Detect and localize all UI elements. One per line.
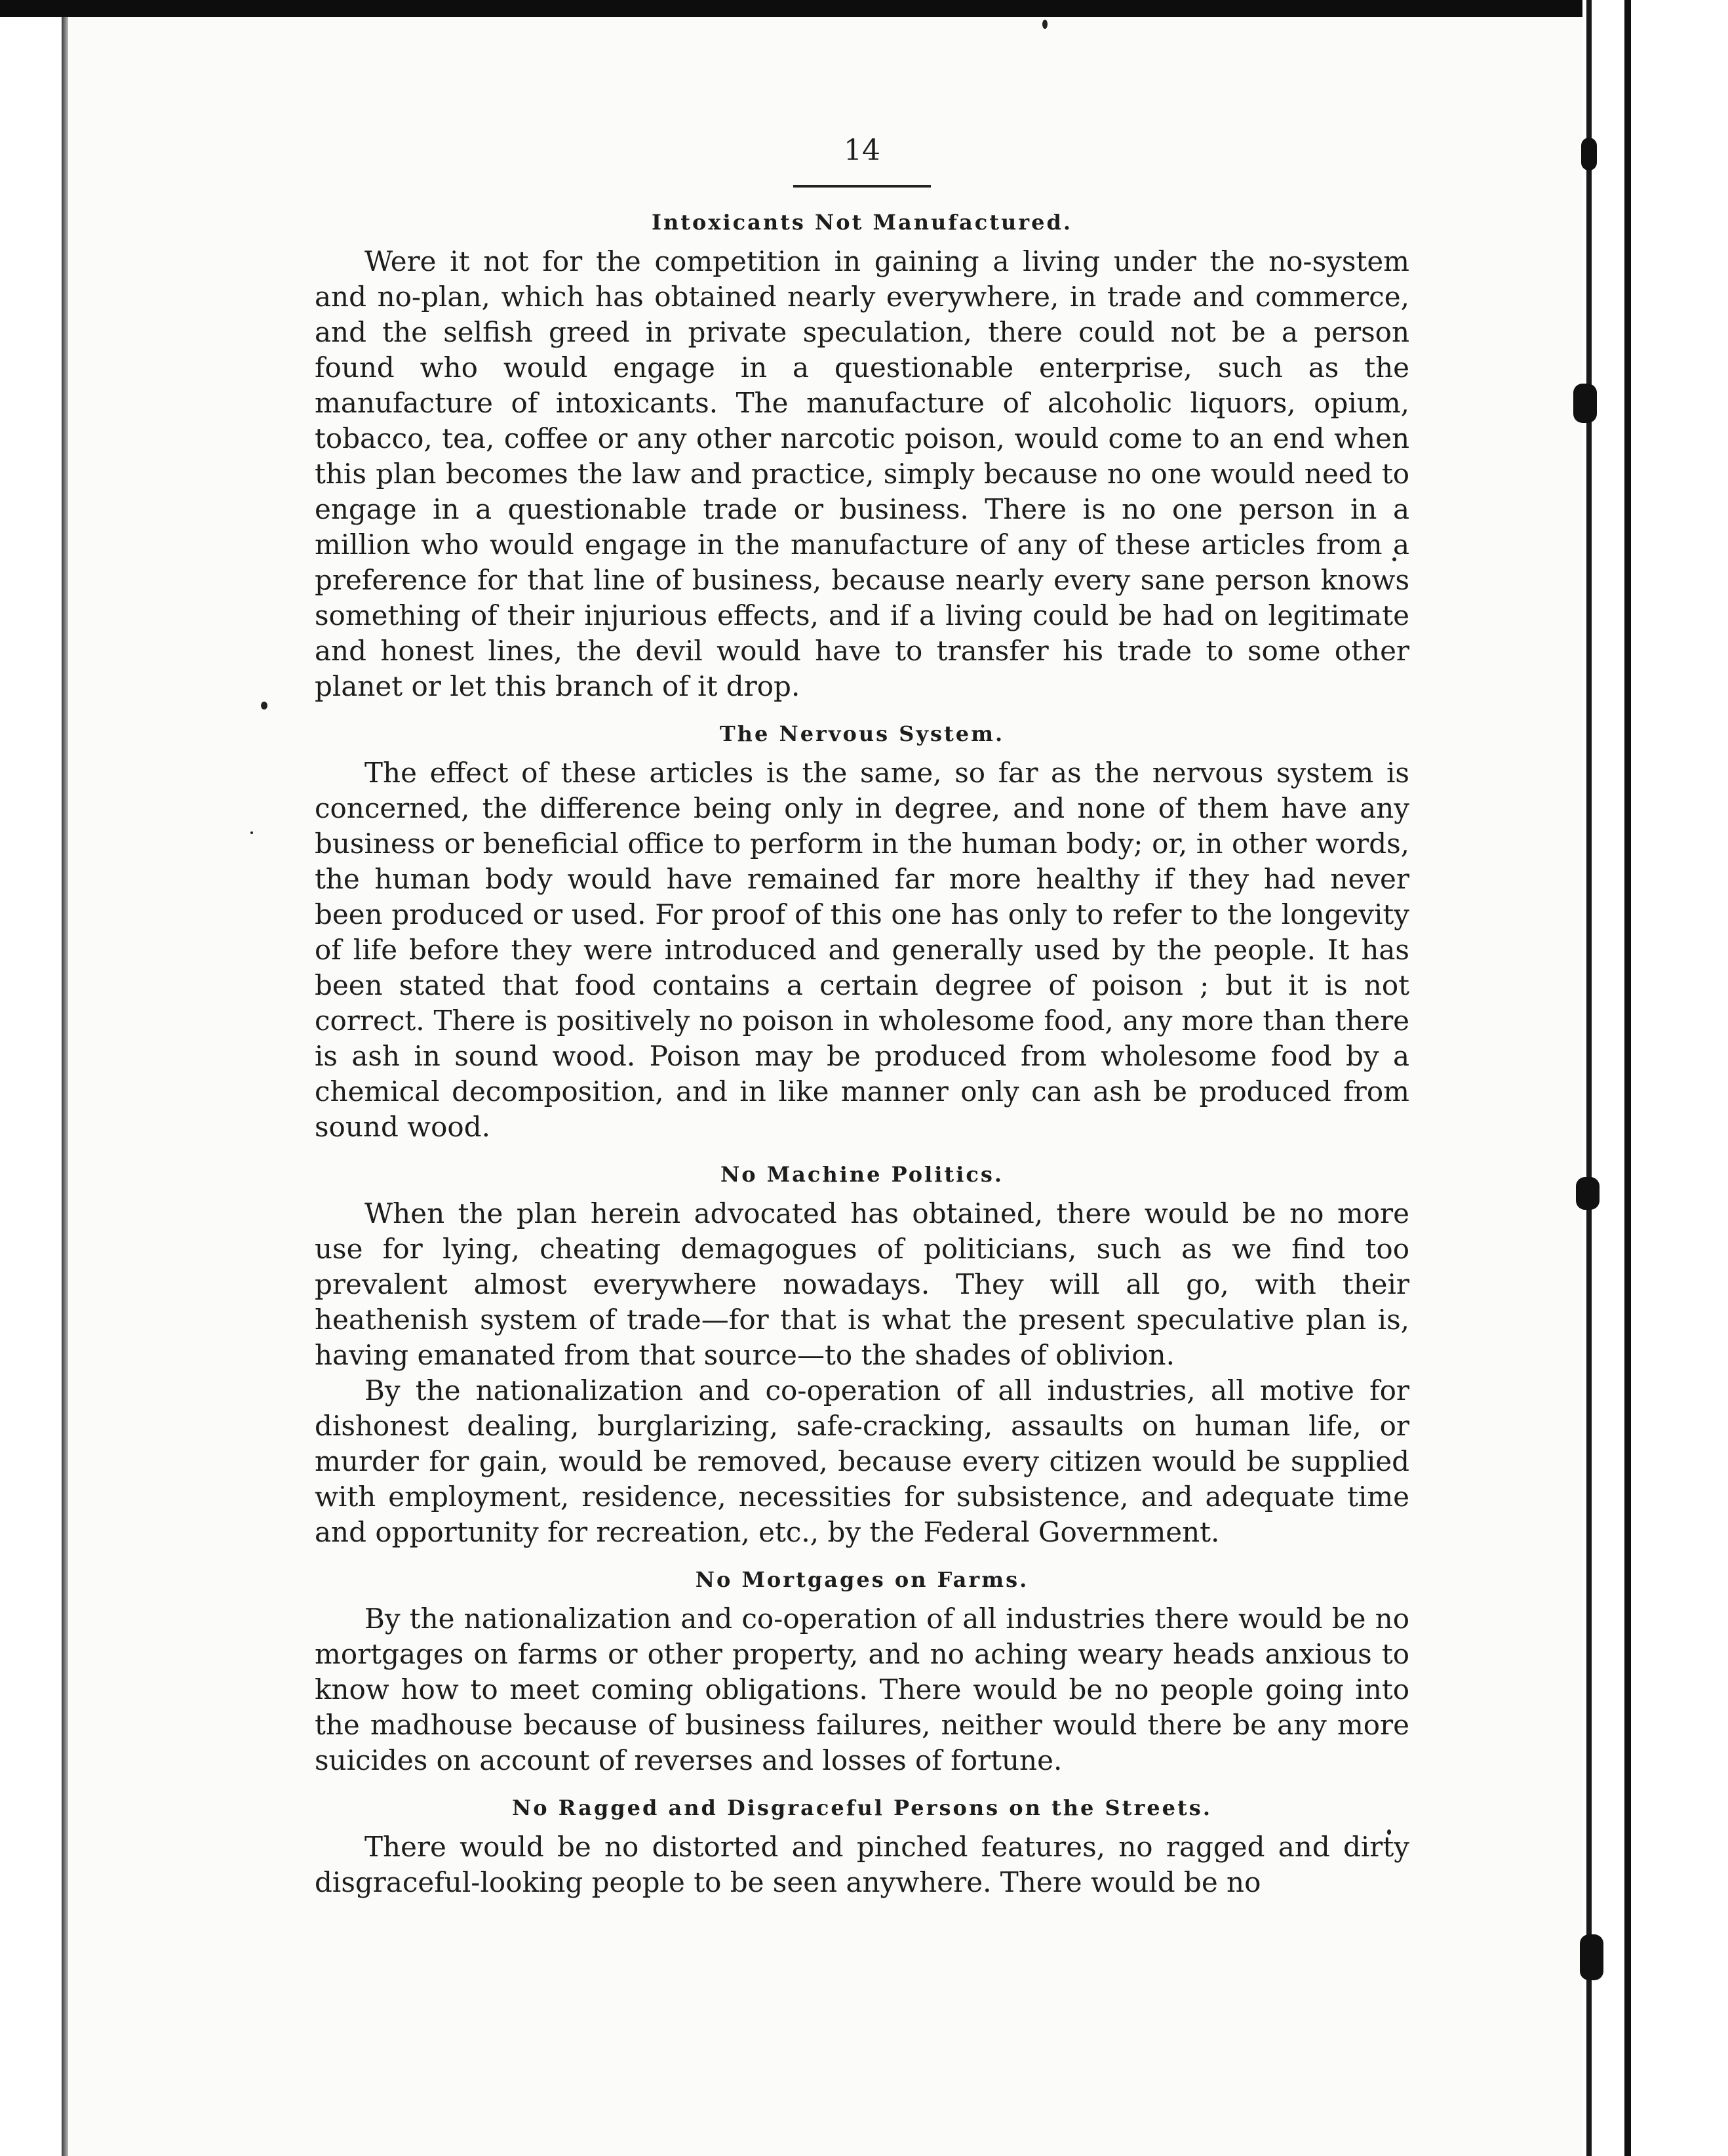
paragraph-machine-politics-2: By the nationalization and co-operation of all industries, all motive for dishonest dealing, burglarizing, safe-cracking, assaults on human life, or murder for gain, would be removed, because every citizen would be supplied with employment, residence, necessities for subsistence, and adequate time and opportunity for recreation, etc., by the Federal Government. [315,1374,1409,1548]
section-heading-intoxicants: Intoxicants Not Manufactured. [652,210,1072,235]
binding-area [1582,0,1728,2156]
paragraph-machine-politics-1: When the plan herein advocated has obtained, there would be no more use for lying, cheating demagogues of politicians, such as we find too prevalent almost everywhere nowadays. They will all go, with their heathenish system of trade—for that is what the present speculative plan is, having emanated from that source—to the shades of oblivion. [315,1197,1409,1371]
paragraph-nervous-system: The effect of these articles is the same, so far as the nervous system is concerned, the difference being only in degree, and none of them have any business or beneficial office to perform in the human body; or, in other words, the human body would have remained far more healthy if they had never been produced or used. For proof of this one has only to refer to the longevity of life before they were introduced and generally used by the people. It has been stated that food contains a certain degree of poison ; but it is not correct. There is positively no poison in wholesome food, any more than there is ash in sound wood. Poison may be produced from wholesome food by a chemical decomposition, and in like manner only can ash be produced from sound wood. [315,757,1409,1143]
section-heading-machine-politics: No Machine Politics. [720,1162,1004,1187]
binding-edge-line-outer [1624,0,1631,2156]
scan-speck [250,831,253,834]
section-heading-nervous-system: The Nervous System. [719,721,1005,746]
header-rule [793,185,931,188]
binding-clip [1576,1177,1600,1210]
binding-clip [1581,138,1597,170]
scan-top-border [0,0,1728,17]
binding-clip [1580,1934,1603,1980]
binding-edge-line [1586,0,1592,2156]
paragraph-ragged-persons: There would be no distorted and pinched features, no ragged and dirty disgraceful-looking people to be seen anywhere. There would be no [315,1831,1409,1898]
page-number: 14 [844,134,880,167]
scan-speck [1042,20,1048,29]
section-heading-mortgages: No Mortgages on Farms. [695,1567,1029,1592]
section-heading-ragged-persons: No Ragged and Disgraceful Persons on the Streets. [512,1795,1212,1820]
page-left-edge [62,17,68,2156]
paragraph-mortgages: By the nationalization and co-operation of all industries there would be no mortgages on farms or other property, and no aching weary heads anxious to know how to meet coming obligations. There would be no people going into the madhouse because of business failures, neither would there be any more suicides on account of reverses and losses of fortune. [315,1603,1409,1776]
page-content [315,131,1409,1913]
paragraph-intoxicants: Were it not for the competition in gaining a living under the no-system and no-plan, which has obtained nearly everywhere, in trade and commerce, and the selfish greed in private speculation, there could not be a person found who would engage in a questionable enterprise, such as the manufacture of intoxicants. The manufacture of alcoholic liquors, opium, tobacco, tea, coffee or any other narcotic poison, would come to an end when this plan becomes the law and practice, simply because no one would need to engage in a questionable trade or business. There is no one person in a million who would engage in the manufacture of any of these articles from a preference for that line of business, because nearly every sane person knows something of their injurious effects, and if a living could be had on legitimate and honest lines, the devil would have to transfer his trade to some other planet or let this branch of it drop. [315,245,1409,702]
scan-speck [261,702,267,709]
binding-clip [1573,384,1597,423]
